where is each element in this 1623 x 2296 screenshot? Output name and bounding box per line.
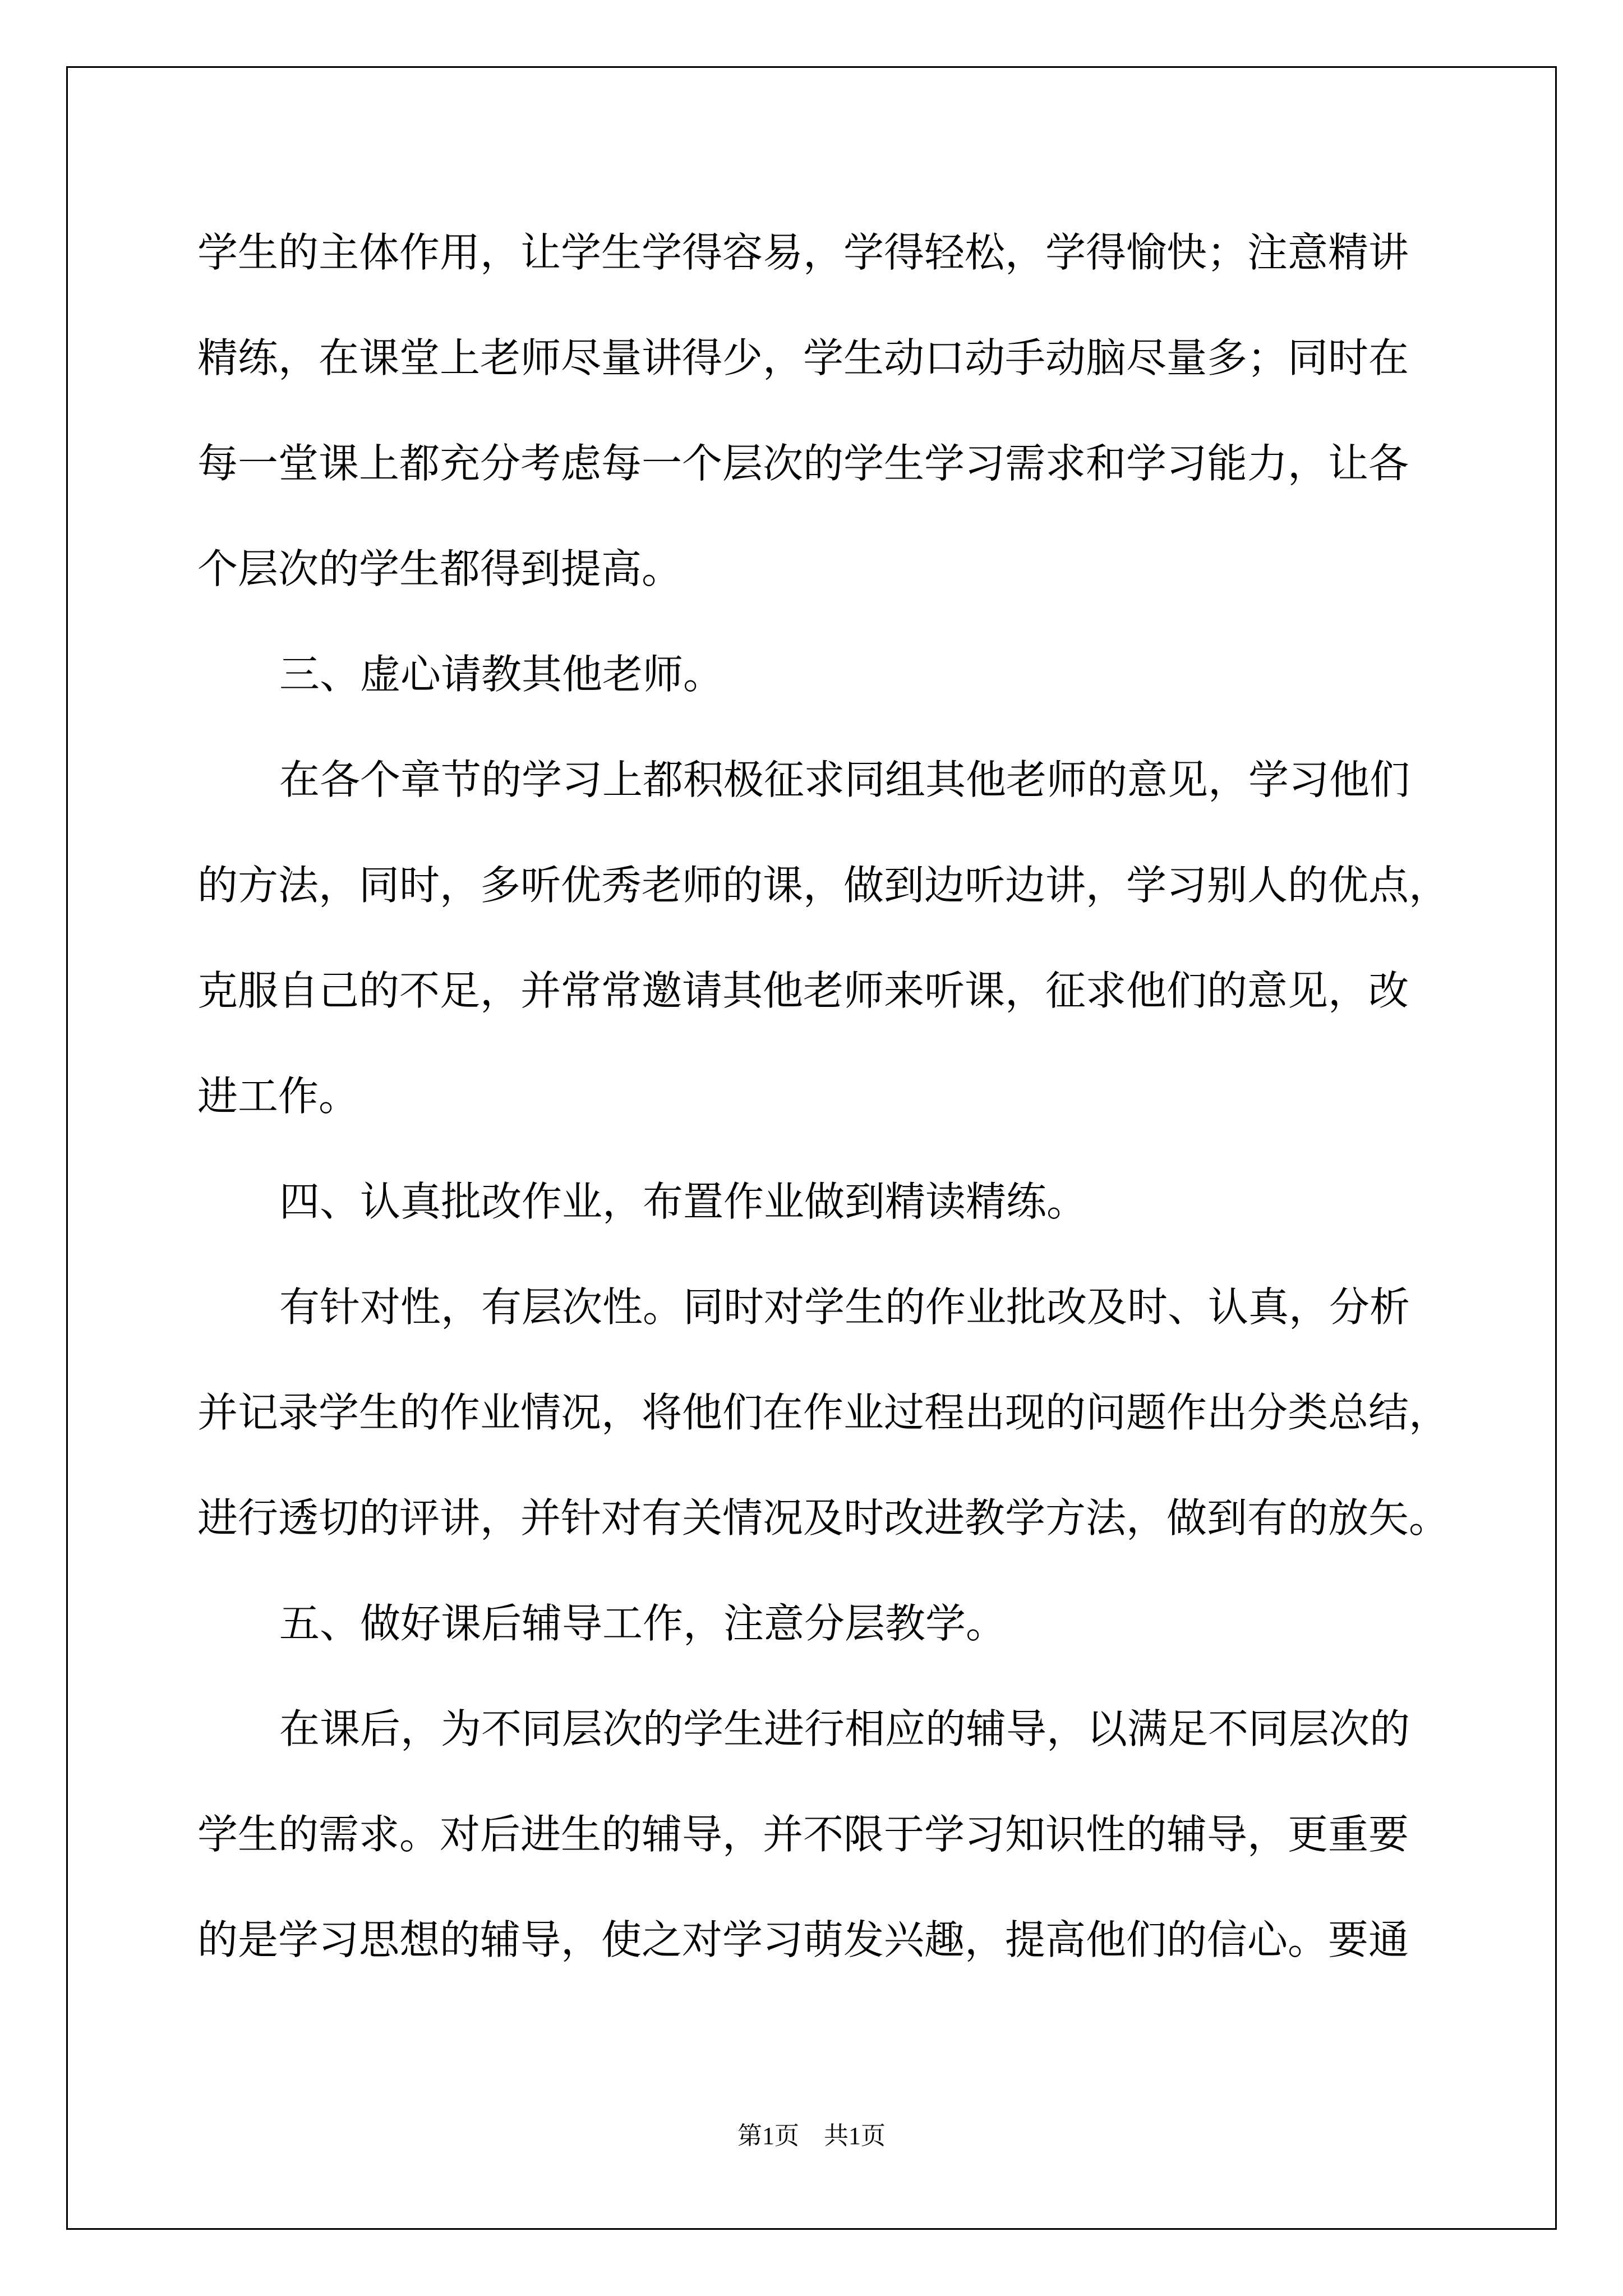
text-line: 有针对性，有层次性。同时对学生的作业批改及时、认真，分析 — [279, 1283, 1410, 1331]
text-line: 个层次的学生都得到提高。 — [197, 545, 683, 592]
section-heading: 三、虚心请教其他老师。 — [279, 651, 724, 698]
text-line: 在课后，为不同层次的学生进行相应的辅导，以满足不同层次的 — [279, 1705, 1410, 1752]
text-line: 精练，在课堂上老师尽量讲得少，学生动口动手动脑尽量多；同时在 — [197, 334, 1409, 381]
text-line: 的方法，同时，多听优秀老师的课，做到边听边讲，学习别人的优点， — [197, 862, 1450, 909]
text-line: 学生的主体作用，让学生学得容易，学得轻松，学得愉快；注意精讲 — [197, 229, 1409, 276]
page-footer: 第1页 共1页 — [737, 2122, 886, 2150]
text-line: 的是学习思想的辅导，使之对学习萌发兴趣，提高他们的信心。要通 — [197, 1916, 1409, 1963]
text-line: 每一堂课上都充分考虑每一个层次的学生学习需求和学习能力，让各 — [197, 440, 1409, 487]
text-line: 并记录学生的作业情况，将他们在作业过程出现的问题作出分类总结， — [197, 1389, 1450, 1436]
text-line: 学生的需求。对后进生的辅导，并不限于学习知识性的辅导，更重要 — [197, 1811, 1409, 1858]
text-line: 克服自己的不足，并常常邀请其他老师来听课，征求他们的意见，改 — [197, 967, 1409, 1014]
section-heading: 四、认真批改作业，布置作业做到精读精练。 — [279, 1178, 1087, 1225]
text-line: 进行透切的评讲，并针对有关情况及时改进教学方法，做到有的放矢。 — [197, 1494, 1450, 1542]
text-line: 在各个章节的学习上都积极征求同组其他老师的意见，学习他们 — [279, 756, 1410, 803]
section-heading: 五、做好课后辅导工作，注意分层教学。 — [279, 1600, 1007, 1647]
text-line: 进工作。 — [197, 1073, 359, 1120]
